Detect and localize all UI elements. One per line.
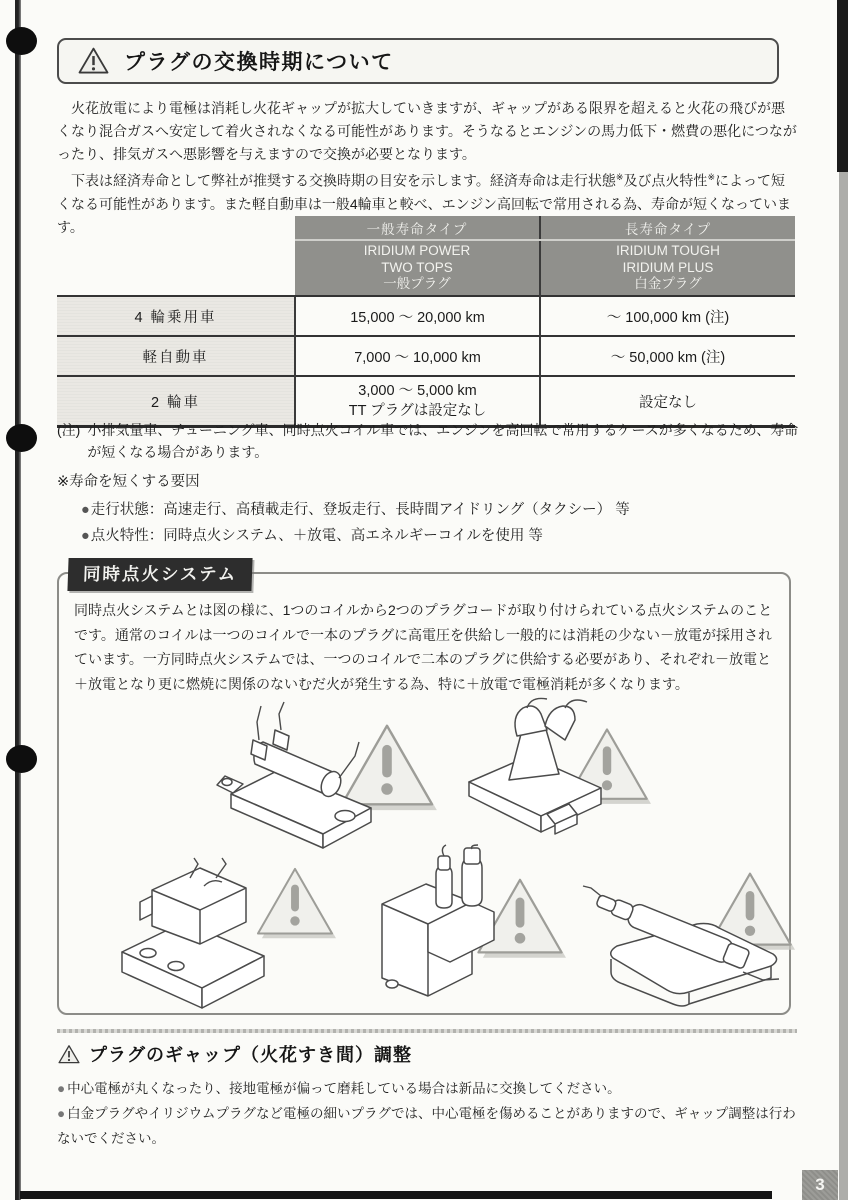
gap-adjustment-items <box>57 1076 805 1151</box>
footnote-tag: (注) <box>57 422 81 438</box>
product-name: IRIDIUM TOUGH <box>616 243 720 259</box>
product-name: IRIDIUM PLUS <box>622 259 714 275</box>
life-shortening-factors <box>57 470 797 549</box>
warning-triangle-icon <box>258 869 336 938</box>
replacement-interval-table <box>57 216 795 428</box>
product-name: 白金プラグ <box>634 276 702 292</box>
warning-triangle-icon <box>342 726 437 810</box>
table-row-kei-car <box>57 336 795 376</box>
row-label: 2 輪車 <box>57 376 295 427</box>
footnote-mark: ※ <box>707 172 715 182</box>
ignition-coil-illustration-3 <box>104 856 339 1011</box>
column-header-long-life: 長寿命タイプ <box>540 216 795 240</box>
interval-cell: 設定なし <box>540 376 795 427</box>
warning-triangle-icon <box>57 1044 81 1065</box>
ignition-coil-illustration-5 <box>577 866 802 1014</box>
interval-cell: ～ 50,000 km (注) <box>540 336 795 376</box>
interval-cell: 15,000 ～ 20,000 km <box>295 296 540 336</box>
ignition-coil-illustration-4 <box>362 844 567 1016</box>
table-header-type-row <box>57 216 795 240</box>
intro-paragraph-1: 火花放電により電極は消耗し火花ギャップが拡大していきますが、ギャップがある限界を超えると火花の飛びが悪くなり混合ガスへ安定して着火されなくなる可能性があります。そうなるとエンジンの馬力低下・燃費の悪化につながったり、排気ガスへ悪影響を与えますので交換が必要となります。 <box>57 100 797 162</box>
factor-text: 走行状態：高速走行、高積載走行、登坂走行、長時間アイドリング（タクシー） 等 <box>90 502 630 518</box>
gap-item-text: 白金プラグやイリジウムプラグなど電極の細いプラグでは、中心電極を傷めることがありますので、ギャップ調整は行わないでください。 <box>57 1106 796 1146</box>
footnote-mark: ※ <box>615 172 624 182</box>
page-number-badge: 3 <box>802 1170 838 1200</box>
table-header-products-row <box>57 240 795 296</box>
binder-hole-bottom <box>6 745 37 773</box>
intro-p2-text: によって短くなる可能性があります。また軽自動車は一般4輪車と較べ、エンジン高回転で常用される為、寿命が短くなっています。 <box>57 172 791 235</box>
coil-illustrations <box>59 698 789 1016</box>
gap-item-wear <box>57 1076 805 1101</box>
interval-line: TT プラグは設定なし <box>348 403 487 419</box>
ignition-coil-illustration-1 <box>209 698 439 850</box>
binder-hole-middle <box>6 424 37 452</box>
gap-item-text: 中心電極が丸くなったり、接地電極が偏って磨耗している場合は新品に交換してください。 <box>67 1081 621 1096</box>
interval-line: 3,000 ～ 5,000 km <box>358 383 477 399</box>
bullet-icon: ● <box>57 1081 66 1096</box>
bullet-icon: ● <box>81 527 90 544</box>
column-header-general-life: 一般寿命タイプ <box>295 216 540 240</box>
intro-p2-text: 下表は経済寿命として弊社が推奨する交換時期の目安を示します。経済寿命は走行状態 <box>57 172 616 189</box>
row-label: 4 輪乗用車 <box>57 296 295 336</box>
section-title-chip: 同時点火システム <box>67 558 252 591</box>
section-header-replacement-timing <box>57 38 779 84</box>
product-name: TWO TOPS <box>381 259 453 275</box>
gap-adjustment-heading <box>57 1041 412 1067</box>
page-title: プラグの交換時期について <box>124 51 394 74</box>
simultaneous-ignition-text: 同時点火システムとは図の様に、1つのコイルから2つのプラグコードが取り付けられている点火システムのことです。通常のコイルは一つのコイルで一本のプラグに高電圧を供給し一般的には消耗の少ない－放電が採用されています。一方同時点火システムでは、一つのコイルで二本のプラグに供給する必要があり、それぞれ－放電と＋放電となり更に燃焼に関係のないむだ火が発生する為、特に＋放電で電極消耗が多くなります。 <box>74 602 773 692</box>
table-corner-cell <box>57 216 295 240</box>
product-name: 一般プラグ <box>383 276 451 292</box>
table-footnote <box>57 419 799 463</box>
table-row-passenger-car <box>57 296 795 336</box>
gap-adjustment-title: プラグのギャップ（火花すき間）調整 <box>89 1045 412 1065</box>
intro-p2-text: 及び点火特性 <box>623 172 708 189</box>
binder-hole-top <box>6 27 37 55</box>
factors-heading: ※寿命を短くする要因 <box>57 474 200 490</box>
factor-text: 点火特性：同時点火システム、＋放電、高エネルギーコイルを使用 等 <box>90 527 543 544</box>
warning-triangle-icon <box>77 46 110 76</box>
bullet-icon: ● <box>81 502 90 518</box>
product-name: IRIDIUM POWER <box>363 243 471 259</box>
factor-item-driving <box>57 498 797 524</box>
column-products-long <box>540 240 795 296</box>
scan-edge-dark <box>837 0 848 172</box>
row-label: 軽自動車 <box>57 336 295 376</box>
binder-spine-line <box>15 0 21 1200</box>
simultaneous-ignition-section <box>57 564 791 1015</box>
footnote-text: 小排気量車、チューニング車、同時点火コイル車では、エンジンを高回転で常用するケースが多くなるため、寿命が短くなる場合があります。 <box>87 422 799 460</box>
ignition-coil-illustration-2 <box>451 694 651 860</box>
interval-cell: ～ 100,000 km (注) <box>540 296 795 336</box>
scan-edge-bottom <box>20 1191 772 1199</box>
scan-edge-gray <box>839 172 848 1200</box>
gap-item-precious-metal <box>57 1101 805 1151</box>
bullet-icon: ● <box>57 1106 66 1121</box>
factor-item-ignition <box>57 524 797 550</box>
halftone-divider <box>57 1029 797 1033</box>
table-corner-cell <box>57 240 295 296</box>
column-products-general <box>295 240 540 296</box>
interval-cell: 7,000 ～ 10,000 km <box>295 336 540 376</box>
